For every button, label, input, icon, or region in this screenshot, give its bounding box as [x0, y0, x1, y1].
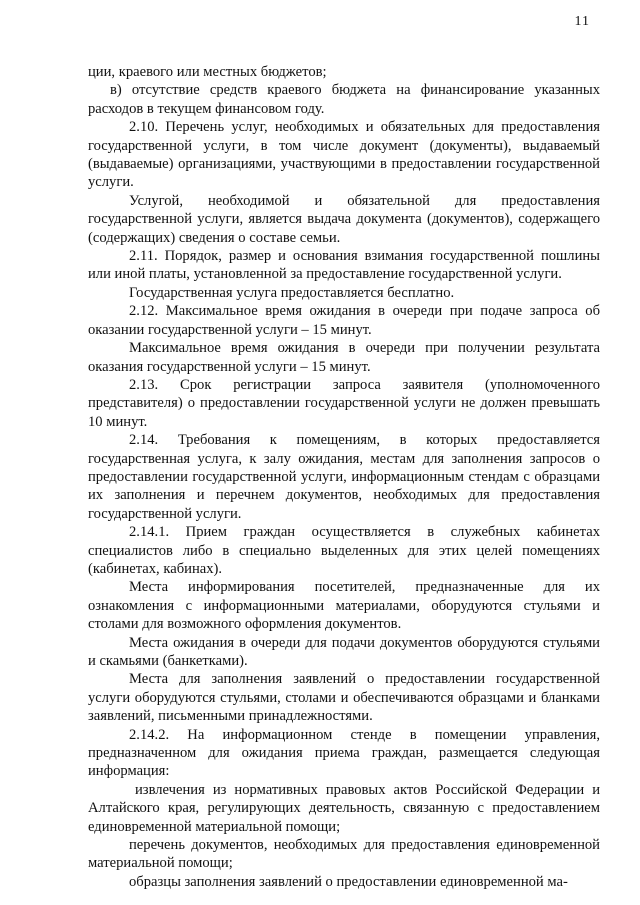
- paragraph-max-wait-result: Максимальное время ожидания в очереди при получении результата оказания государственной услуги – 15 минут.: [88, 340, 600, 375]
- paragraph-2-12: 2.12. Максимальное время ожидания в очереди при подаче запроса об оказании государственной услуги – 15 минут.: [88, 303, 600, 338]
- document-body: [88, 63, 600, 891]
- paragraph-form-filling-places: Места для заполнения заявлений о предоставлении государственной услуги оборудуются стульями, столами и обеспечиваются образцами и бланками заявлений, письменными принадлежностями.: [88, 671, 600, 725]
- paragraph-waiting-places: Места ожидания в очереди для подачи документов оборудуются стульями и скамьями (банкетками).: [88, 634, 600, 669]
- paragraph-2-14: 2.14. Требования к помещениям, в которых предоставляется государственная услуга, к залу ожидания, местам для заполнения запросов о предоставлении государственной услуги, информационным стендам с образцами их заполнения и перечнем документов, необходимых для предоставления государственной услуги.: [88, 432, 600, 522]
- paragraph-2-10: 2.10. Перечень услуг, необходимых и обязательных для предоставления государственной услуги, в том числе документ (документы), выдаваемый (выдаваемые) организациями, участвующими в предоставлении государственной услуги.: [88, 119, 600, 191]
- list-item-legal-extracts: извлечения из нормативных правовых актов Российской Федерации и Алтайского края, регулирующих деятельность, связанную с предоставлением единовременной материальной помощи;: [88, 781, 600, 835]
- list-item-documents-list: перечень документов, необходимых для предоставления единовременной материальной помощи;: [88, 837, 600, 872]
- paragraph-free-of-charge: Государственная услуга предоставляется бесплатно.: [129, 284, 455, 301]
- paragraph-budget-continuation: ции, краевого или местных бюджетов;: [88, 64, 327, 80]
- list-item-form-samples: образцы заполнения заявлений о предоставлении единовременной ма-: [129, 873, 568, 890]
- paragraph-item-v: в) отсутствие средств краевого бюджета на финансирование указанных расходов в текущем финансовом году.: [88, 82, 600, 117]
- paragraph-2-11: 2.11. Порядок, размер и основания взимания государственной пошлины или иной платы, установленной за предоставление государственной услуги.: [88, 248, 600, 283]
- page-number: 11: [574, 14, 590, 29]
- paragraph-info-places: Места информирования посетителей, предназначенные для их ознакомления с информационными материалами, оборудуются стульями и столами для возможного оформления документов.: [88, 579, 600, 633]
- paragraph-required-service: Услугой, необходимой и обязательной для предоставления государственной услуги, является выдача документа (документов), содержащего (содержащих) сведения о составе семьи.: [88, 192, 600, 246]
- paragraph-2-13: 2.13. Срок регистрации запроса заявителя (уполномоченного представителя) о предоставлении государственной услуги не должен превышать 10 минут.: [88, 376, 600, 430]
- paragraph-2-14-1: 2.14.1. Прием граждан осуществляется в служебных кабинетах специалистов либо в специально выделенных для этих целей помещениях (кабинетах, кабинах).: [88, 524, 600, 577]
- paragraph-2-14-2: 2.14.2. На информационном стенде в помещении управления, предназначенном для ожидания приема граждан, размещается следующая информация:: [88, 726, 600, 780]
